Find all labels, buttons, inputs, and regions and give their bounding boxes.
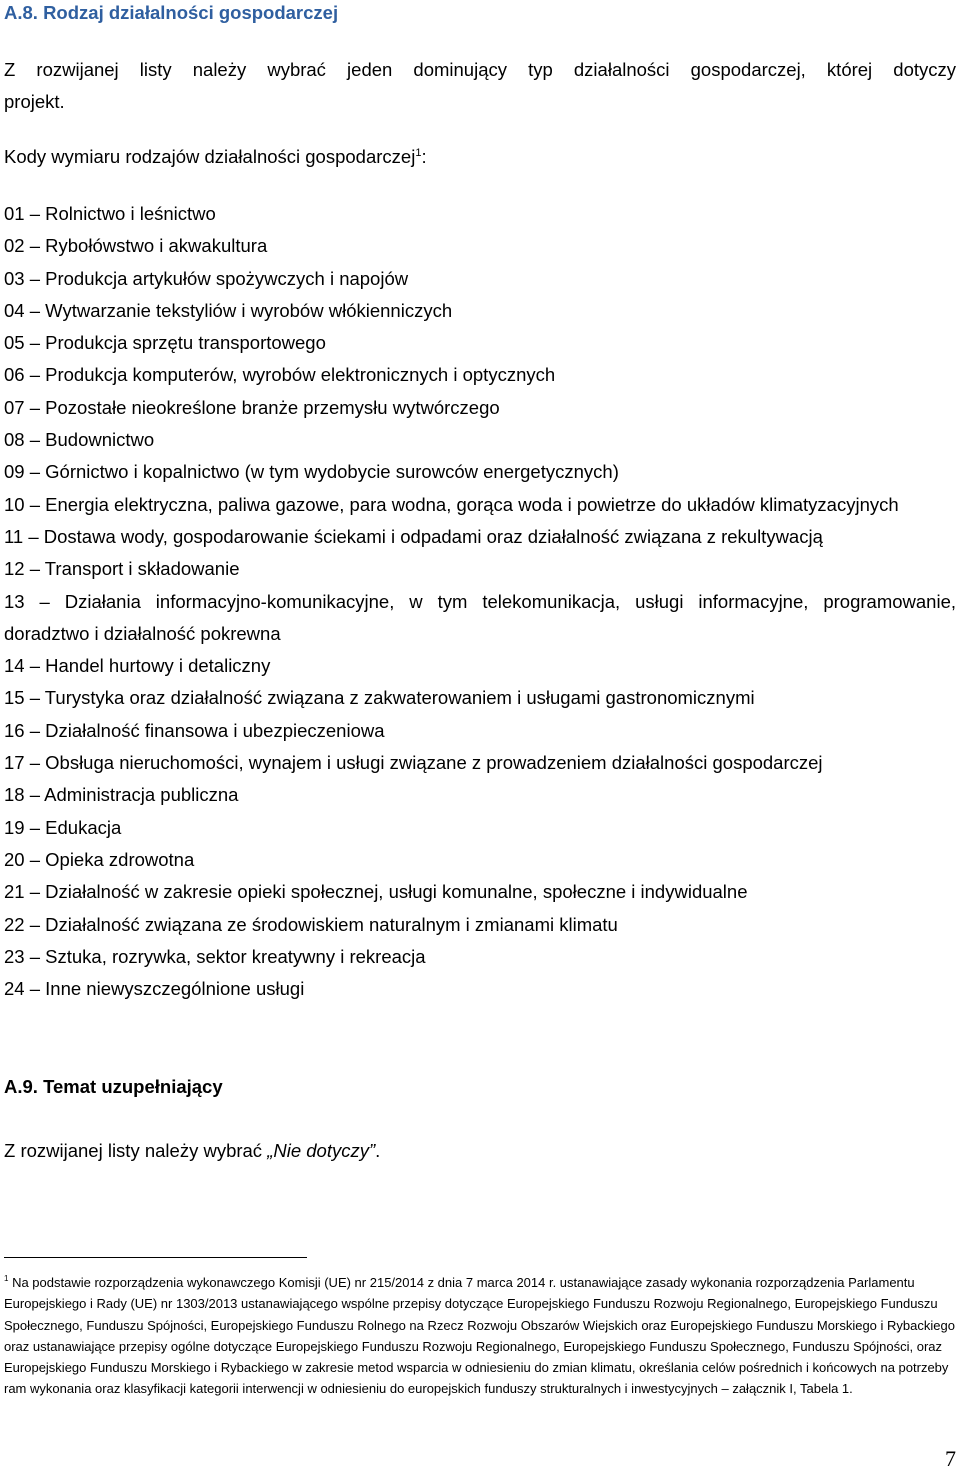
list-item: 12 – Transport i składowanie bbox=[4, 558, 240, 580]
list-item: 04 – Wytwarzanie tekstyliów i wyrobów włókienniczych bbox=[4, 299, 453, 321]
list-item: 19 – Edukacja bbox=[4, 816, 122, 838]
section-2-option: „Nie dotyczy” bbox=[267, 1140, 376, 1161]
footnote-marker: 1 bbox=[4, 1274, 9, 1283]
activity-codes-list bbox=[4, 198, 956, 1005]
section-heading: A.8. Rodzaj działalności gospodarczej bbox=[4, 2, 339, 23]
list-item: 18 – Administracja publiczna bbox=[4, 784, 239, 806]
list-item: 20 – Opieka zdrowotna bbox=[4, 848, 195, 870]
list-item: 22 – Działalność związana ze środowiskiem naturalnym i zmianami klimatu bbox=[4, 913, 618, 935]
list-item: 07 – Pozostałe nieokreślone branże przemysłu wytwórczego bbox=[4, 396, 500, 418]
list-item: 24 – Inne niewyszczególnione usługi bbox=[4, 978, 305, 1000]
section-2-period: . bbox=[375, 1140, 381, 1161]
codes-title-text: Kody wymiaru rodzajów działalności gospodarczej bbox=[4, 146, 416, 167]
footnote-text: Na podstawie rozporządzenia wykonawczego Komisji (UE) nr 215/2014 z dnia 7 marca 2014 r. ustanawiające zasady wykonania rozporządzenia Parlamentu Europejskiego i Rady (UE) nr 1303/2013 ustanawiającego wspólne przepisy dotyczące Europejskiego Funduszu Rozwoju Regionalnego, Europejskiego Funduszu Społecznego, Funduszu Spójności, Europejskiego Funduszu Rolnego na Rzecz Rozwoju Obszarów Wiejskich oraz Europejskiego Funduszu Morskiego i Rybackiego oraz ustanawiające przepisy ogólne dotyczące Europejskiego Funduszu Rozwoju Regionalnego, Europejskiego Funduszu Społecznego, Funduszu Spójności, oraz Europejskiego Funduszu Morskiego i Rybackiego w zakresie metod wsparcia w odniesieniu do zmian klimatu, określania celów pośrednich i końcowych na potrzeby ram wykonania oraz klasyfikacji kategorii interwencji w odniesieniu do europejskich funduszy strukturalnych i inwestycyjnych – załącznik I, Tabela 1. bbox=[4, 1275, 955, 1397]
list-item: 21 – Działalność w zakresie opieki społecznej, usługi komunalne, społeczne i indywidualne bbox=[4, 881, 748, 903]
list-item: 10 – Energia elektryczna, paliwa gazowe, para wodna, gorąca woda i powietrze do układów klimatyzacyjnych bbox=[4, 493, 899, 515]
section-2-text: Z rozwijanej listy należy wybrać bbox=[4, 1140, 268, 1161]
intro-line-1: Z rozwijanej listy należy wybrać jeden dominujący typ działalności gospodarczej, której dotyczy bbox=[4, 59, 956, 80]
footnote bbox=[4, 1268, 956, 1400]
list-item: 11 – Dostawa wody, gospodarowanie ściekami i odpadami oraz działalność związana z rekultywacją bbox=[4, 525, 823, 547]
list-item: 09 – Górnictwo i kopalnictwo (w tym wydobycie surowców energetycznych) bbox=[4, 461, 619, 483]
list-item: 13 – Działania informacyjno-komunikacyjne, w tym telekomunikacja, usługi informacyjne, programowanie, doradztwo i działalność pokrewna bbox=[4, 590, 956, 644]
codes-title bbox=[4, 146, 427, 168]
list-item: 01 – Rolnictwo i leśnictwo bbox=[4, 203, 216, 224]
codes-title-suffix: : bbox=[421, 146, 427, 167]
footnote-ref: 1 bbox=[415, 147, 422, 159]
footnote-separator bbox=[4, 1257, 307, 1258]
list-item: 06 – Produkcja komputerów, wyrobów elektronicznych i optycznych bbox=[4, 364, 556, 386]
section-heading-2: A.9. Temat uzupełniający bbox=[4, 1076, 223, 1097]
list-item: 15 – Turystyka oraz działalność związana z zakwaterowaniem i usługami gastronomicznymi bbox=[4, 687, 755, 709]
section-2-paragraph bbox=[4, 1140, 380, 1162]
list-item: 16 – Działalność finansowa i ubezpieczeniowa bbox=[4, 719, 385, 741]
list-item: 17 – Obsługa nieruchomości, wynajem i usługi związane z prowadzeniem działalności gospodarczej bbox=[4, 752, 823, 774]
list-item: 14 – Handel hurtowy i detaliczny bbox=[4, 655, 271, 677]
list-item: 08 – Budownictwo bbox=[4, 429, 155, 451]
intro-line-2: projekt. bbox=[4, 91, 65, 112]
list-item: 05 – Produkcja sprzętu transportowego bbox=[4, 332, 326, 354]
page-number: 7 bbox=[945, 1446, 956, 1471]
list-item: 03 – Produkcja artykułów spożywczych i napojów bbox=[4, 267, 409, 289]
list-item: 02 – Rybołówstwo i akwakultura bbox=[4, 235, 268, 257]
list-item: 23 – Sztuka, rozrywka, sektor kreatywny i rekreacja bbox=[4, 945, 426, 967]
intro-paragraph bbox=[4, 54, 956, 118]
